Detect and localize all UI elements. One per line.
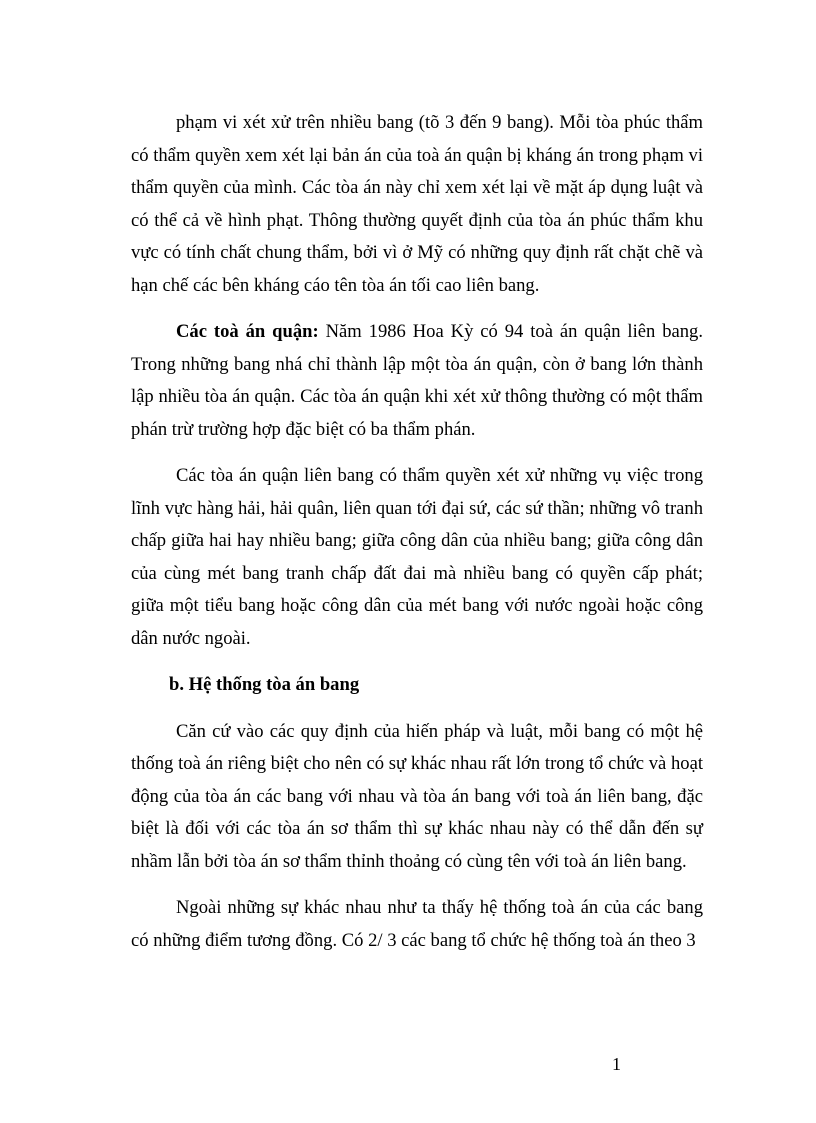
paragraph-appellate-courts bbox=[131, 107, 703, 302]
paragraph-text: Ngoài những sự khác nhau như ta thấy hệ thống toà án của các bang có những điểm tương đồng. Có 2/ 3 các bang tổ chức hệ thống toà án theo 3 bbox=[131, 897, 703, 951]
paragraph-text: Năm 1986 Hoa Kỳ có 94 toà án quận liên bang. Trong những bang nhá chỉ thành lập một tòa án quận, còn ở bang lớn thành lập nhiều tòa án quận. Các tòa án quận khi xét xử thông thường có một thẩm phán trừ trường hợp đặc biệt có ba thẩm phán. bbox=[131, 321, 703, 440]
document-body bbox=[131, 107, 703, 971]
paragraph-district-courts bbox=[131, 316, 703, 446]
paragraph-lead-term: Các toà án quận: bbox=[176, 321, 319, 342]
paragraph-text: Các tòa án quận liên bang có thẩm quyền xét xử những vụ việc trong lĩnh vực hàng hải, hải quân, liên quan tới đại sứ, các sứ thần; những vô tranh chấp giữa hai hay nhiều bang; giữa công dân của nhiều bang; giữa công dân của cùng mét bang tranh chấp đất đai mà nhiều bang có quyền cấp phát; giữa một tiểu bang hoặc công dân của mét bang với nước ngoài hoặc công dân nước ngoài. bbox=[131, 465, 703, 649]
paragraph-text: phạm vi xét xử trên nhiều bang (tõ 3 đến 9 bang). Mỗi tòa phúc thẩm có thẩm quyền xem xét lại bản án của toà án quận bị kháng án trong phạm vi thẩm quyền của mình. Các tòa án này chỉ xem xét lại về mặt áp dụng luật và có thể cả về hình phạt. Thông thường quyết định của tòa án phúc thẩm khu vực có tính chất chung thẩm, bởi vì ở Mỹ có những quy định rất chặt chẽ và hạn chế các bên kháng cáo tên tòa án tối cao liên bang. bbox=[131, 112, 703, 296]
section-heading: b. Hệ thống tòa án bang bbox=[169, 674, 360, 695]
paragraph-district-jurisdiction bbox=[131, 460, 703, 655]
paragraph-similarities bbox=[131, 892, 703, 957]
paragraph-text: Căn cứ vào các quy định của hiến pháp và luật, mỗi bang có một hệ thống toà án riêng biệt cho nên có sự khác nhau rất lớn trong tổ chức và hoạt động của tòa án các bang với nhau và tòa án bang với toà án liên bang, đặc biệt là đối với các tòa án sơ thẩm thì sự khác nhau này có thể dẫn đến sự nhầm lẫn bởi tòa án sơ thẩm thỉnh thoảng có cùng tên với toà án liên bang. bbox=[131, 720, 703, 872]
page-number: 1 bbox=[612, 1054, 621, 1074]
paragraph-state-courts bbox=[131, 716, 703, 879]
